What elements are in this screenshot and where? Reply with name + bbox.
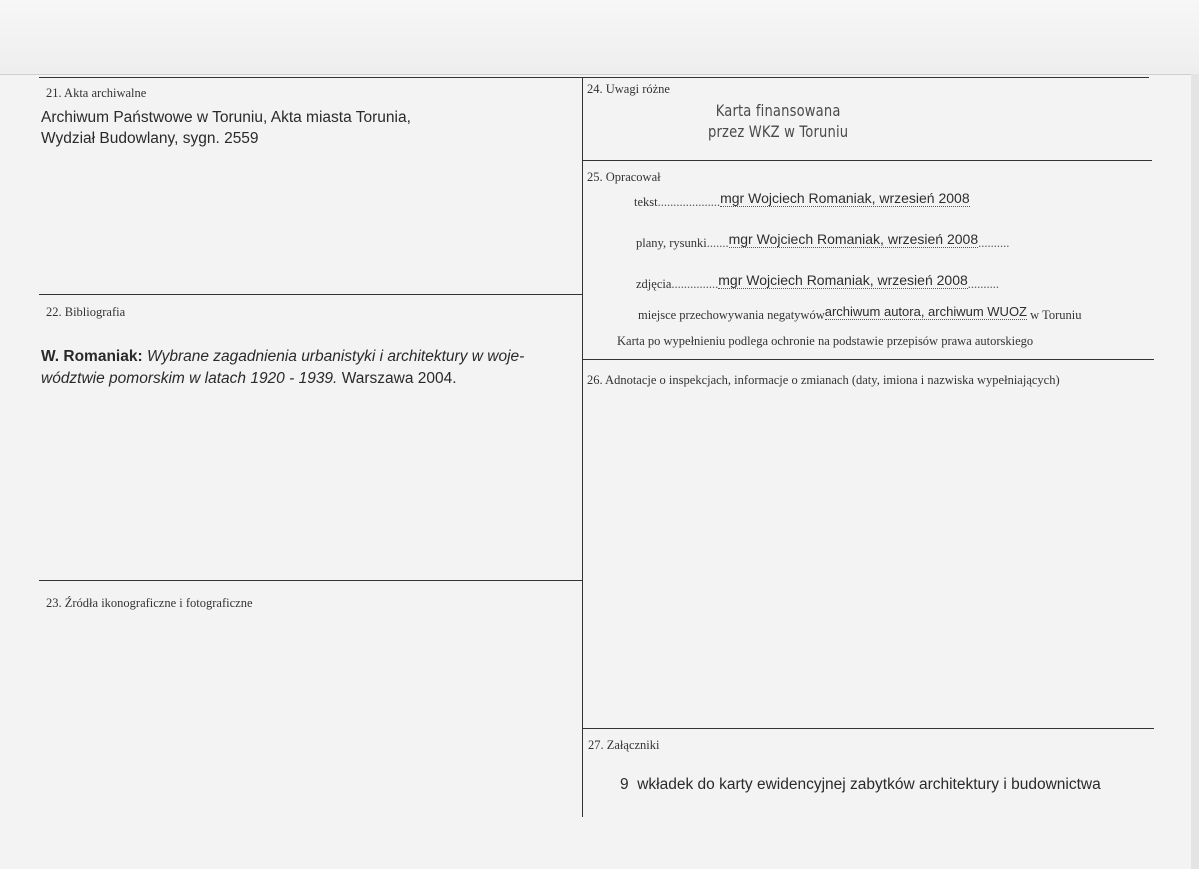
section-24-label: 24. Uwagi różne bbox=[587, 82, 670, 96]
financing-stamp bbox=[708, 100, 848, 142]
section-21-text bbox=[41, 107, 411, 149]
section-21-line-2: Wydział Budowlany, sygn. 2559 bbox=[41, 130, 259, 147]
copyright-note: Karta po wypełnieniu podlega ochronie na podstawie przepisów prawa autorskiego bbox=[617, 334, 1034, 348]
row-plany: plany, rysunki.......mgr Wojciech Romaniak, wrzesień 2008.......... bbox=[636, 231, 1010, 250]
divider-22-23 bbox=[39, 580, 582, 581]
section-27-label: 27. Załączniki bbox=[588, 738, 660, 752]
side-strip bbox=[1191, 74, 1199, 869]
tekst-label: tekst bbox=[634, 195, 658, 209]
plany-label: plany, rysunki bbox=[636, 236, 707, 250]
section-26-label: 26. Adnotacje o inspekcjach, informacje o zmianach (daty, imiona i nazwiska wypełniających) bbox=[587, 373, 1060, 387]
divider-26-27 bbox=[582, 728, 1154, 729]
row-tekst: tekst....................mgr Wojciech Romaniak, wrzesień 2008 bbox=[634, 190, 970, 209]
divider-24-25 bbox=[582, 160, 1152, 161]
attachments-value: 9 wkładek do karty ewidencyjnej zabytków architektury i budownictwa bbox=[620, 776, 1101, 793]
negatywy-tail: w Toruniu bbox=[1030, 308, 1082, 322]
top-border-line bbox=[39, 77, 1149, 78]
bibliography-title-2: wództwie pomorskim w latach 1920 - 1939. bbox=[41, 370, 338, 387]
stamp-line-2: przez WKZ w Toruniu bbox=[708, 122, 849, 141]
bibliography-title-1: Wybrane zagadnienia urbanistyki i architektury w woje- bbox=[146, 348, 525, 365]
tekst-value: mgr Wojciech Romaniak, wrzesień 2008 bbox=[720, 190, 970, 206]
bibliography-place-year: Warszawa 2004. bbox=[341, 370, 457, 387]
divider-21-22 bbox=[39, 294, 582, 295]
negatywy-label: miejsce przechowywania negatywów bbox=[638, 308, 825, 322]
bibliography-author: W. Romaniak: bbox=[41, 348, 143, 365]
negatywy-value: archiwum autora, archiwum WUOZ bbox=[824, 304, 1028, 319]
plany-value: mgr Wojciech Romaniak, wrzesień 2008 bbox=[728, 231, 979, 247]
section-23-label: 23. Źródła ikonograficzne i fotograficzne bbox=[46, 596, 253, 610]
zdjecia-value: mgr Wojciech Romaniak, wrzesień 2008 bbox=[718, 272, 968, 288]
bibliography-entry bbox=[41, 346, 561, 390]
section-25-label: 25. Opracował bbox=[587, 170, 661, 184]
zdjecia-label: zdjęcia bbox=[636, 277, 672, 291]
section-21-label: 21. Akta archiwalne bbox=[46, 86, 147, 100]
center-divider bbox=[582, 77, 583, 817]
row-zdjecia: zdjęcia...............mgr Wojciech Romaniak, wrzesień 2008.......... bbox=[636, 272, 1000, 291]
row-negatywy bbox=[638, 304, 1082, 323]
section-21-line-1: Archiwum Państwowe w Toruniu, Akta miasta Torunia, bbox=[41, 109, 411, 126]
section-22-label: 22. Bibliografia bbox=[46, 305, 126, 319]
top-flap bbox=[0, 0, 1199, 75]
divider-25-26 bbox=[582, 359, 1154, 360]
stamp-line-1: Karta finansowana bbox=[715, 101, 841, 120]
